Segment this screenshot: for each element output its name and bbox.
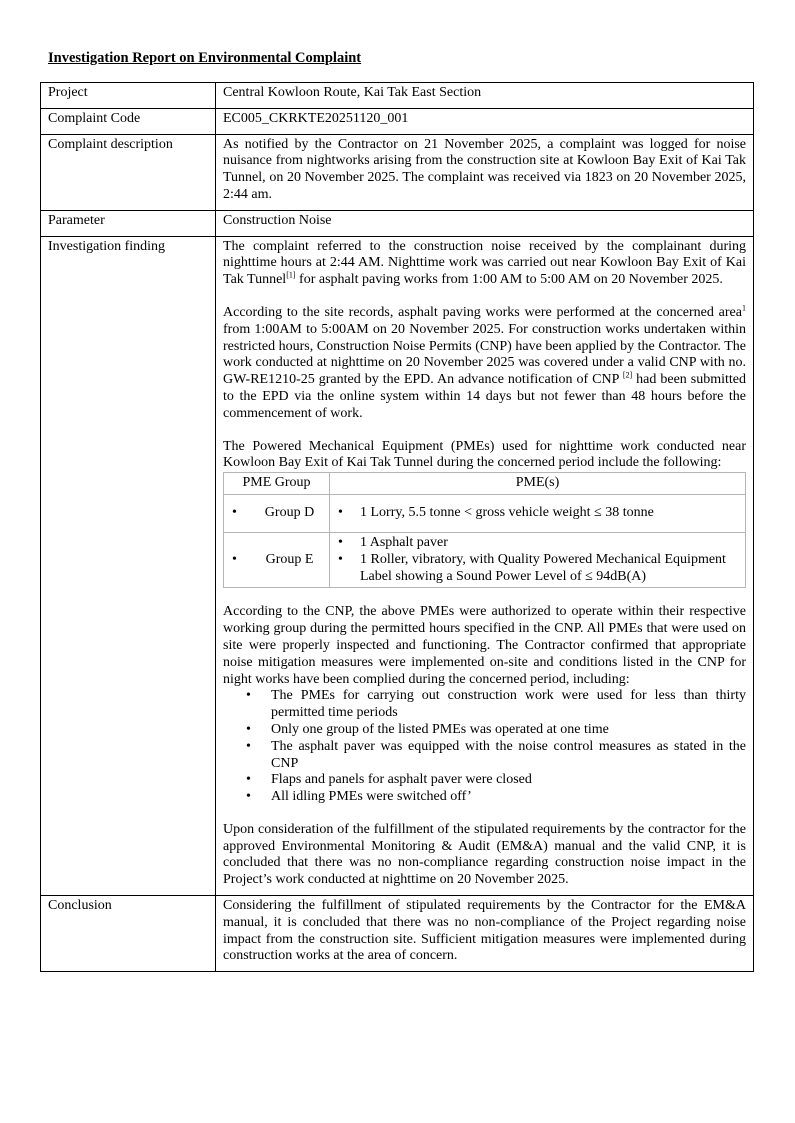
pme-group-e-label: Group E [265,551,314,567]
project-value: Central Kowloon Route, Kai Tak East Section [216,83,754,109]
pmes-header: PME(s) [330,473,746,495]
pme-lorry: 1 Lorry, 5.5 tonne < gross vehicle weight ≤ 38 tonne [360,505,654,521]
row-project [41,83,754,109]
bullet-icon: • [338,534,343,550]
finding-p2-text: According to the site records, asphalt paving works were performed at the concerned area [223,304,742,320]
finding-paragraph-1 [223,239,746,289]
bullet-icon: • [232,551,237,567]
list-item [223,688,746,722]
pme-table [223,472,746,588]
finding-p2-text-end: had been submitted to the EPD via the online system within 14 days but not fewer than 48 hours before the commencement of work. [223,372,746,421]
pme-row-group-e [224,532,746,587]
finding-paragraph-3: The Powered Mechanical Equipment (PMEs) used for nighttime work conducted near Kowloon Bay Exit of Kai Tak Tunnel during the concerned period include the following: [223,438,746,471]
measure-text: The PMEs for carrying out construction work were used for less than thirty permitted time periods [271,688,746,721]
bullet-icon: • [232,505,237,521]
finding-p2-text-mid: from 1:00AM to 5:00AM on 20 November 2025. For construction works undertaken within restricted hours, Construction Noise Permits (CNP) have been applied by the Contractor. The work conducted at nighttime on 20 November 2025 was covered under a valid CNP with no. GW-RE1210-25 granted by the EPD. An advance notification of CNP [223,321,746,388]
pme-group-d-label: Group D [264,505,315,521]
footnote-ref-area: 1 [742,303,746,313]
list-item [223,722,746,739]
bullet-icon: • [338,505,343,521]
row-complaint-code [41,108,754,134]
row-parameter [41,210,754,236]
finding-paragraph-2 [223,305,746,423]
bullet-icon: • [246,688,251,704]
investigation-finding-value [216,236,754,896]
finding-p1-text: The complaint referred to the construction noise received by the complainant during nighttime hours at 2:44 AM. Nighttime work was carried out near Kowloon Bay Exit of Kai Tak Tunnel [223,238,746,288]
list-item [223,772,746,789]
finding-p1-text-end: for asphalt paving works from 1:00 AM to 5:00 AM on 20 November 2025. [295,272,723,288]
bullet-icon: • [246,721,251,737]
conclusion-text: Considering the fulfillment of stipulated requirements by the Contractor for the EM&A manual, it is concluded that there was no non-compliance of the Project regarding noise impact from the construction site. Sufficient mitigation measures were implemented during construction works at the area of concern. [223,898,746,964]
finding-paragraph-4: According to the CNP, the above PMEs were authorized to operate within their respective working group during the permitted hours specified in the CNP. All PMEs that were used on site were properly inspected and functioning. The Contractor confirmed that appropriate noise mitigation measures were implemented on-site and conditions listed in the CNP for night works have been complied during the concerned period, including: [223,604,746,687]
measure-text: Only one group of the listed PMEs was operated at one time [271,721,609,737]
bullet-icon: • [246,772,251,788]
measure-text: Flaps and panels for asphalt paver were closed [271,772,532,788]
complaint-description-text: As notified by the Contractor on 21 November 2025, a complaint was logged for noise nuisance from nightworks arising from the construction site at Kowloon Bay Exit of Kai Tak Tunnel, on 20 November 2025. The complaint was received via 1823 on 20 November 2025, 2:44 am. [223,136,746,202]
finding-paragraph-5: Upon consideration of the fulfillment of the stipulated requirements by the contractor for the approved Environmental Monitoring & Audit (EM&A) manual and the valid CNP, it is concluded that there was no non-compliance regarding construction noise impact in the Project’s work conducted at nighttime on 20 November 2025. [223,821,746,888]
bullet-icon: • [338,551,343,567]
measure-text: All idling PMEs were switched off’ [271,789,472,805]
pme-row-group-d [224,494,746,532]
list-item [223,739,746,773]
project-label: Project [41,83,216,109]
complaint-code-label: Complaint Code [41,108,216,134]
page-title: Investigation Report on Environmental Complaint [48,50,362,66]
footnote-ref-2: [2] [622,370,633,380]
row-investigation-finding [41,236,754,896]
pme-table-header [224,473,746,495]
parameter-label: Parameter [41,210,216,236]
report-table [40,82,754,972]
mitigation-measures-list [223,688,746,806]
bullet-icon: • [246,789,251,805]
pme-group-header: PME Group [224,473,330,495]
list-item [223,789,746,806]
bullet-icon: • [246,738,251,754]
measure-text: The asphalt paver was equipped with the noise control measures as stated in the CNP [271,738,746,771]
footnote-ref-1: [1] [286,270,296,280]
pme-asphalt-paver: 1 Asphalt paver [360,534,448,550]
investigation-finding-label: Investigation finding [41,236,216,896]
conclusion-value [216,896,754,972]
complaint-description-label: Complaint description [41,134,216,210]
conclusion-label: Conclusion [41,896,216,972]
complaint-description-value [216,134,754,210]
row-complaint-description [41,134,754,210]
complaint-code-value: EC005_CKRKTE20251120_001 [216,108,754,134]
parameter-value: Construction Noise [216,210,754,236]
row-conclusion [41,896,754,972]
pme-roller: 1 Roller, vibratory, with Quality Powered Mechanical Equipment Label showing a Sound Power Level of ≤ 94dB(A) [360,551,726,584]
